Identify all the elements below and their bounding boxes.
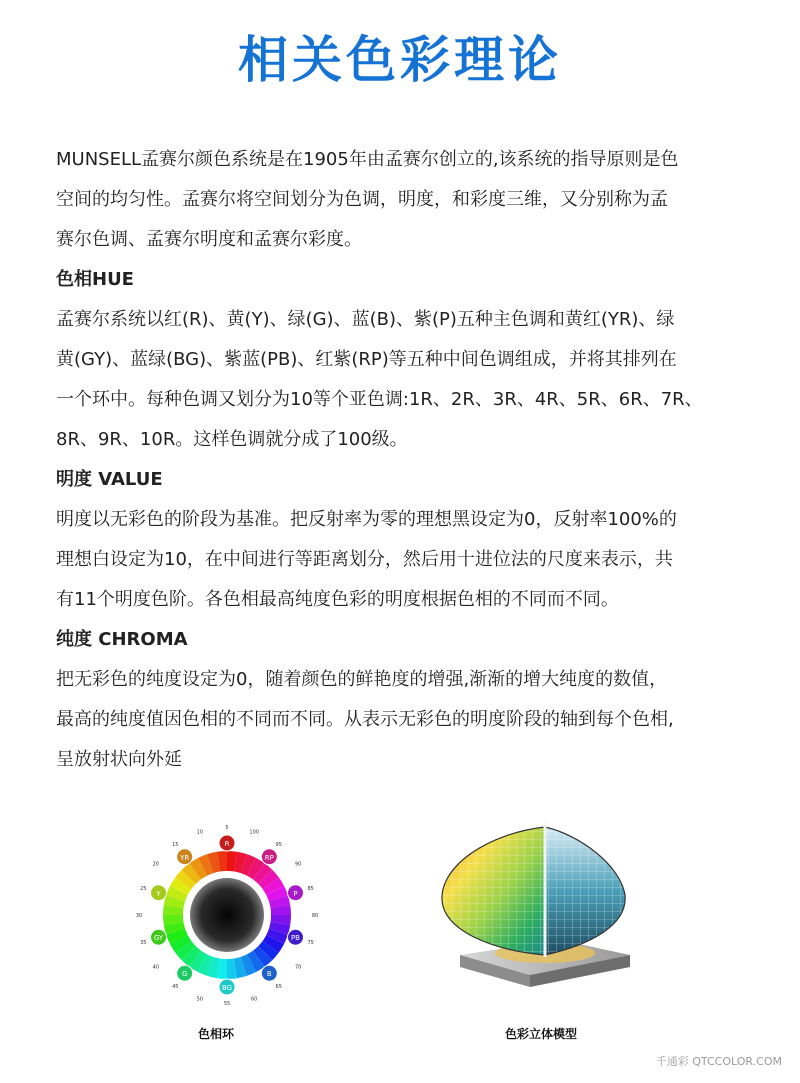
value-heading: 明度 VALUE bbox=[56, 469, 163, 490]
value-line-1: 明度以无彩色的阶段为基准。把反射率为零的理想黑设定为0，反射率100%的 bbox=[56, 509, 677, 530]
wheel-number: 5 bbox=[225, 825, 229, 831]
hue-line-2: 黄(GY)、蓝绿(BG)、紫蓝(PB)、红紫(RP)等五种中间色调组成，并将其排列在 bbox=[56, 349, 677, 370]
hue-label: YR bbox=[180, 853, 190, 862]
hue-label: B bbox=[266, 970, 272, 979]
chroma-line-3: 呈放射状向外延 bbox=[56, 749, 182, 770]
value-line-2: 理想白设定为10，在中间进行等距离划分，然后用十进位法的尺度来表示，共 bbox=[56, 549, 673, 570]
hue-heading: 色相HUE bbox=[56, 269, 134, 290]
chroma-line-2: 最高的纯度值因色相的不同而不同。从表示无彩色的明度阶段的轴到每个色相, bbox=[56, 709, 674, 730]
hue-label: Y bbox=[156, 889, 161, 898]
wheel-number: 30 bbox=[135, 913, 143, 919]
wheel-number: 95 bbox=[275, 841, 282, 848]
intro-line-3: 赛尔色调、孟赛尔明度和孟赛尔彩度。 bbox=[56, 229, 362, 250]
wheel-number: 15 bbox=[172, 841, 179, 848]
wheel-number: 85 bbox=[307, 885, 314, 892]
wheel-center bbox=[190, 878, 264, 952]
chroma-line-1: 把无彩色的纯度设定为0，随着颜色的鲜艳度的增强,渐渐的增大纯度的数值， bbox=[56, 669, 668, 690]
munsell-color-solid bbox=[420, 815, 660, 995]
hue-label: RP bbox=[264, 853, 274, 862]
solid-grid-left bbox=[442, 827, 545, 955]
wheel-number: 50 bbox=[196, 996, 203, 1003]
hue-line-4: 8R、9R、10R。这样色调就分成了100级。 bbox=[56, 429, 408, 450]
wheel-number: 10 bbox=[196, 829, 203, 836]
figures-area bbox=[0, 815, 800, 1045]
intro-line-1: MUNSELL孟赛尔颜色系统是在1905年由孟赛尔创立的,该系统的指导原则是色 bbox=[56, 149, 679, 170]
munsell-hue-wheel bbox=[134, 815, 320, 1015]
wheel-number: 75 bbox=[307, 940, 314, 947]
wheel-number: 90 bbox=[295, 861, 302, 868]
wheel-number: 20 bbox=[152, 861, 159, 868]
wheel-number: 45 bbox=[172, 984, 179, 991]
chroma-heading: 纯度 CHROMA bbox=[56, 629, 188, 650]
intro-line-2: 空间的均匀性。孟赛尔将空间划分为色调，明度，和彩度三维，又分别称为孟 bbox=[56, 189, 668, 210]
wheel-caption: 色相环 bbox=[198, 1027, 235, 1041]
value-line-3: 有11个明度色阶。各色相最高纯度色彩的明度根据色相的不同而不同。 bbox=[56, 589, 619, 610]
hue-label: P bbox=[293, 889, 298, 898]
solid-grid-right bbox=[545, 827, 625, 955]
watermark: 千通彩 QTCCOLOR.COM bbox=[655, 1055, 782, 1068]
wheel-number: 70 bbox=[295, 964, 302, 971]
page-title: 相关色彩理论 bbox=[238, 31, 562, 89]
hue-line-3: 一个环中。每种色调又划分为10等个亚色调:1R、2R、3R、4R、5R、6R、7R、 bbox=[56, 389, 703, 410]
wheel-number: 35 bbox=[140, 940, 147, 947]
wheel-number: 100 bbox=[249, 829, 259, 836]
solid-caption: 色彩立体模型 bbox=[505, 1027, 578, 1041]
hue-label: R bbox=[224, 840, 230, 848]
hue-label: GY bbox=[153, 934, 164, 943]
hue-label: G bbox=[181, 970, 188, 979]
wheel-number: 55 bbox=[223, 1001, 231, 1007]
article-body bbox=[56, 140, 744, 780]
hue-label: PB bbox=[290, 934, 300, 943]
wheel-number: 60 bbox=[251, 996, 258, 1003]
wheel-number: 65 bbox=[275, 984, 282, 991]
hue-label: BG bbox=[221, 984, 233, 992]
wheel-number: 25 bbox=[140, 885, 147, 892]
wheel-number: 40 bbox=[152, 964, 159, 971]
wheel-number: 80 bbox=[311, 913, 319, 919]
hue-line-1: 孟赛尔系统以红(R)、黄(Y)、绿(G)、蓝(B)、紫(P)五种主色调和黄红(YR)、绿 bbox=[56, 309, 675, 330]
